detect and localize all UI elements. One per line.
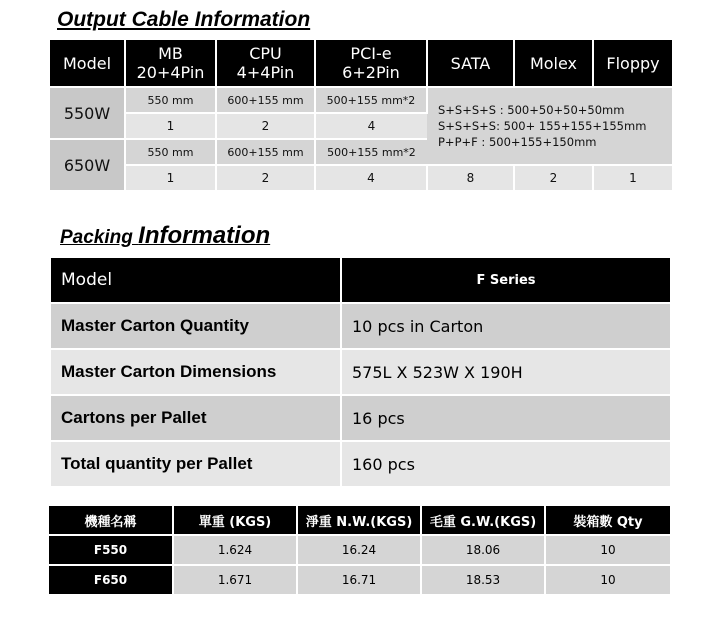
table-row [50,165,672,190]
header-pcie-line1: PCI-e [350,44,392,63]
packing-value: 575L X 523W X 190H [341,349,670,395]
header-cpu-line2: 4+4Pin [236,63,295,82]
header-sata: SATA [427,40,514,87]
packing-key: Cartons per Pallet [51,395,341,441]
table-row [51,395,670,441]
carton-qty: 10 [545,535,670,565]
carton-qty: 10 [545,565,670,595]
net-weight: 16.71 [297,565,421,595]
pcie-length-650w: 500+155 mm*2 [315,139,427,165]
cpu-length-650w: 600+155 mm [216,139,315,165]
table-row [51,441,670,487]
header-mb-line1: MB [158,44,183,63]
table-row [51,303,670,349]
mb-qty-550w: 1 [125,113,216,139]
pcie-qty-550w: 4 [315,113,427,139]
cable-header-row [50,40,672,87]
packing-value: 10 pcs in Carton [341,303,670,349]
gross-weight: 18.06 [421,535,545,565]
packing-key: Master Carton Dimensions [51,349,341,395]
mb-length-650w: 550 mm [125,139,216,165]
packing-header-row [51,258,670,303]
packing-title-big: Information [138,222,271,249]
header-carton-qty: 裝箱數 Qty [545,506,670,535]
header-model-name: 機種名稱 [49,506,173,535]
header-floppy: Floppy [593,40,672,87]
header-net-weight: 淨重 N.W.(KGS) [297,506,421,535]
pcie-qty-650w: 4 [315,165,427,190]
header-cpu-line1: CPU [249,44,282,63]
table-row [51,349,670,395]
cpu-length-550w: 600+155 mm [216,87,315,113]
header-cpu [216,40,315,87]
table-row [49,535,670,565]
connector-length-line: P+P+F : 500+155+150mm [438,135,597,149]
output-cable-table [50,40,672,190]
packing-key: Total quantity per Pallet [51,441,341,487]
cpu-qty-550w: 2 [216,113,315,139]
connector-lengths-note [427,87,672,165]
table-row [49,565,670,595]
weight-model: F650 [49,565,173,595]
floppy-qty-650w: 1 [593,165,672,190]
header-mb-line2: 20+4Pin [136,63,205,82]
header-gross-weight: 毛重 G.W.(KGS) [421,506,545,535]
header-pcie-line2: 6+2Pin [342,63,400,82]
unit-weight: 1.671 [173,565,297,595]
packing-title-small: Packing [60,227,139,248]
connector-length-line: S+S+S+S : 500+50+50+50mm [438,103,625,117]
cable-section-title: Output Cable Information [57,8,311,31]
unit-weight: 1.624 [173,535,297,565]
header-molex: Molex [514,40,593,87]
cpu-qty-650w: 2 [216,165,315,190]
model-650w: 650W [50,139,125,190]
weight-header-row [49,506,670,535]
header-pcie [315,40,427,87]
net-weight: 16.24 [297,535,421,565]
packing-header-key: Model [51,258,341,303]
model-550w: 550W [50,87,125,139]
packing-value: 160 pcs [341,441,670,487]
weight-model: F550 [49,535,173,565]
sata-qty-650w: 8 [427,165,514,190]
molex-qty-650w: 2 [514,165,593,190]
table-row [50,87,672,113]
connector-length-line: S+S+S+S: 500+ 155+155+155mm [438,119,647,133]
mb-length-550w: 550 mm [125,87,216,113]
mb-qty-650w: 1 [125,165,216,190]
header-unit-weight: 單重 (KGS) [173,506,297,535]
packing-value: 16 pcs [341,395,670,441]
packing-header-value: F Series [341,258,670,303]
header-model: Model [50,40,125,87]
packing-key: Master Carton Quantity [51,303,341,349]
packing-section-title [60,222,270,250]
packing-table [51,258,670,488]
gross-weight: 18.53 [421,565,545,595]
header-mb [125,40,216,87]
weight-table [49,506,670,596]
pcie-length-550w: 500+155 mm*2 [315,87,427,113]
